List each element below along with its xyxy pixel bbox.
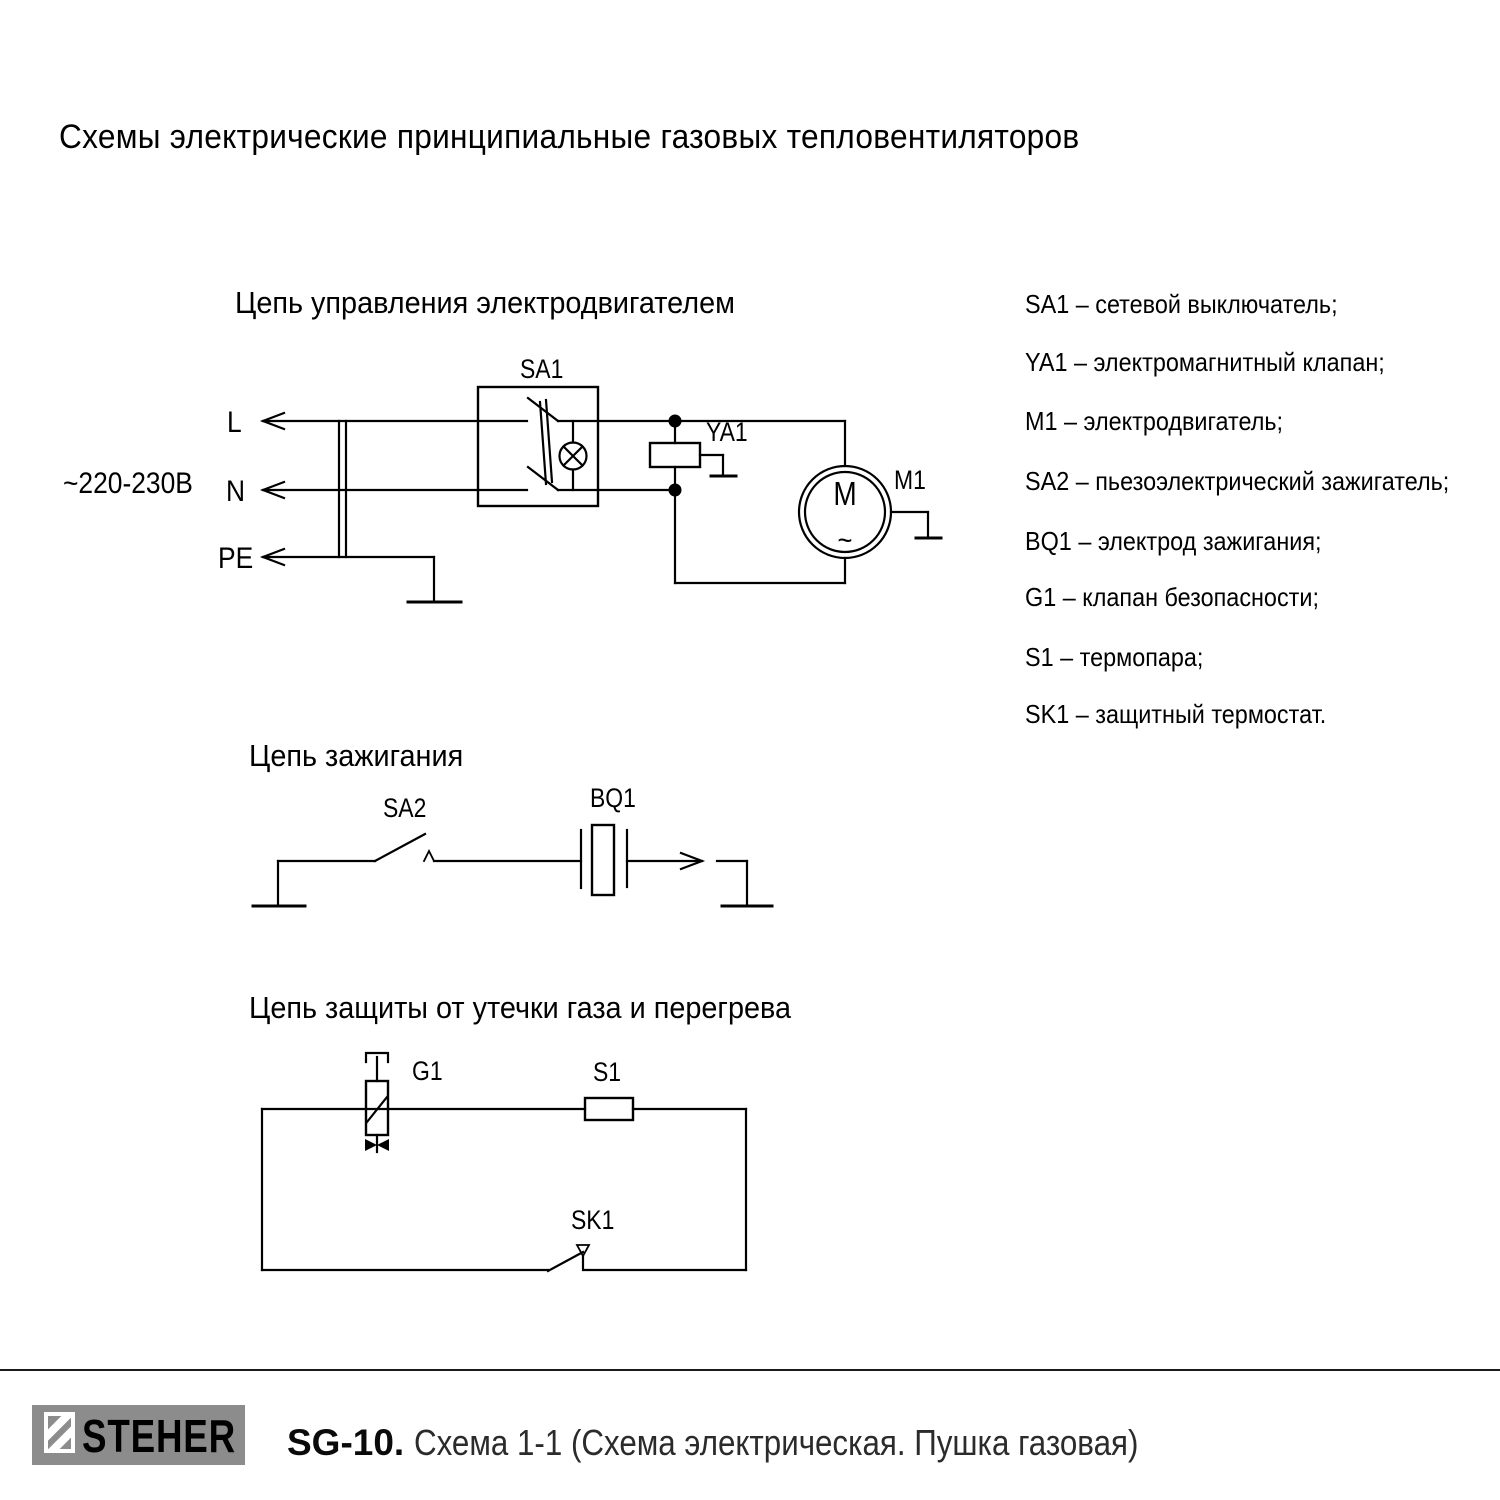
sk1-thermostat-symbol	[548, 1245, 589, 1271]
page-title: Схемы электрические принципиальные газовых тепловентиляторов	[59, 118, 1080, 156]
sa1-label: SA1	[520, 354, 564, 385]
voltage-label: ~220-230В	[63, 465, 193, 500]
motor-ac-sign: ~	[837, 523, 853, 557]
g1-safety-valve-symbol	[365, 1053, 389, 1152]
ignition-circuit-title: Цепь зажигания	[249, 738, 464, 773]
terminal-pe-label: PE	[218, 540, 254, 575]
protection-circuit	[262, 1053, 746, 1271]
loop-wires	[262, 1109, 746, 1270]
legend-item-ya1: YA1 – электромагнитный клапан;	[1025, 347, 1385, 377]
motor-control-circuit	[63, 354, 941, 602]
legend-item-g1: G1 – клапан безопасности;	[1025, 582, 1319, 612]
brand-name: STEHER	[82, 1410, 237, 1462]
footer-divider	[0, 1369, 1500, 1371]
indicator-lamp-icon	[560, 421, 587, 490]
legend-item-sk1: SK1 – защитный термостат.	[1025, 699, 1327, 729]
right-ground-icon	[717, 861, 772, 906]
legend-item-sa2: SA2 – пьезоэлектрический зажигатель;	[1025, 466, 1450, 496]
legend-item-bq1: BQ1 – электрод зажигания;	[1025, 526, 1322, 556]
s1-thermocouple-symbol	[585, 1098, 633, 1120]
terminal-n-label: N	[226, 473, 246, 508]
legend-item-sa1: SA1 – сетевой выключатель;	[1025, 289, 1338, 319]
s1-label: S1	[593, 1057, 622, 1088]
ignition-circuit	[253, 783, 772, 906]
protection-circuit-title: Цепь защиты от утечки газа и перегрева	[249, 990, 792, 1025]
sa1-switch-symbol	[478, 387, 845, 506]
line-pe-wire	[263, 549, 434, 565]
pe-ground-icon	[408, 557, 461, 602]
bq1-electrode-symbol	[581, 825, 627, 895]
motor-control-circuit-title: Цепь управления электродвигателем	[235, 285, 735, 320]
g1-label: G1	[412, 1056, 443, 1087]
terminal-l-label: L	[227, 404, 242, 439]
legend-item-m1: M1 – электродвигатель;	[1025, 406, 1284, 436]
model-code: SG-10.	[287, 1422, 405, 1463]
spark-arrow-icon	[627, 853, 702, 869]
legend-item-s1: S1 – термопара;	[1025, 642, 1204, 672]
bq1-label: BQ1	[590, 783, 636, 814]
sk1-label: SK1	[571, 1205, 615, 1236]
left-ground-icon	[253, 861, 305, 906]
m1-label: M1	[894, 465, 926, 496]
sa2-label: SA2	[383, 793, 427, 824]
motor-letter: M	[833, 475, 857, 513]
sheet-description: Схема 1-1 (Схема электрическая. Пушка газовая)	[414, 1422, 1139, 1463]
line-n-wire	[263, 482, 527, 498]
ya1-label: YA1	[706, 417, 748, 448]
brand-logo	[32, 1405, 245, 1465]
line-l-wire	[263, 413, 527, 429]
sa2-switch-symbol	[375, 834, 434, 861]
footer-caption	[287, 1422, 1247, 1464]
